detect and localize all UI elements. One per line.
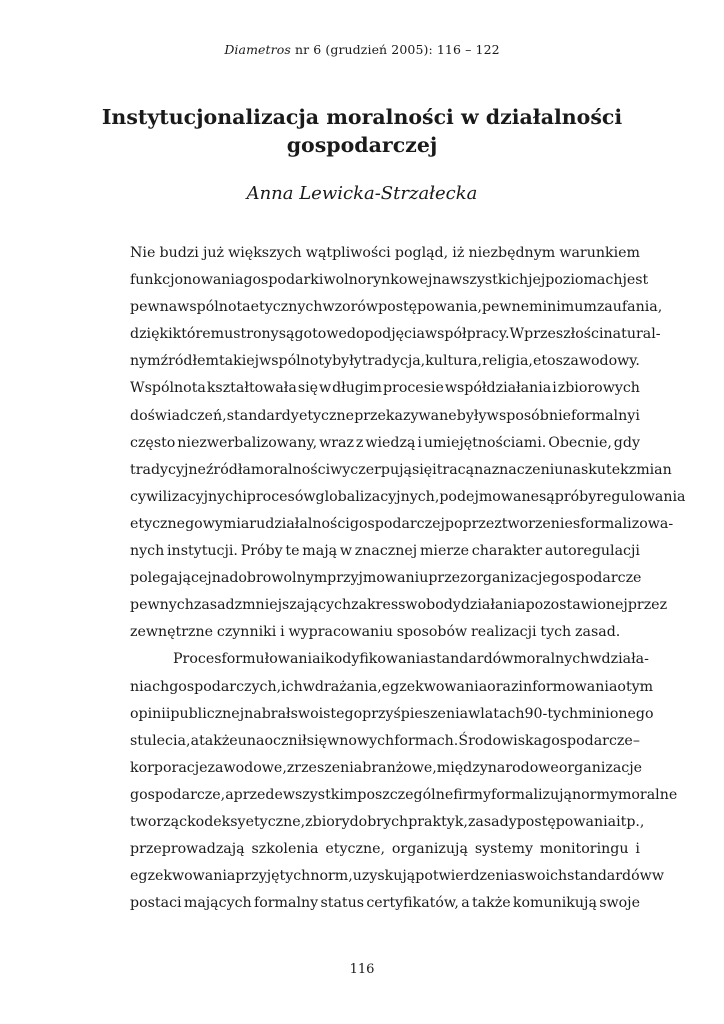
text-line: polegającej na dobrowolnym przyjmowaniu przez organizacje gospodarcze — [130, 570, 642, 587]
text-line: tworząc kodeksy etyczne, zbiory dobrych praktyk, zasady postępowania itp., — [130, 813, 645, 830]
text-line: często niezwerbalizowany, wraz z wiedzą i umiejętnościami. Obecnie, gdy — [130, 434, 640, 451]
article-author: Anna Lewicka-Strzałecka — [246, 183, 478, 204]
text-line: zewnętrzne czynniki i wypracowaniu sposobów realizacji tych zasad. — [130, 624, 621, 641]
journal-name: Diametros — [224, 42, 291, 57]
page-number: 116 — [349, 962, 375, 977]
text-line: Proces formułowania i kodyfikowania standardów moralnych w działa- — [173, 651, 649, 668]
text-line: egzekwowania przyjętych norm, uzyskują potwierdzenia swoich standardów w — [130, 868, 664, 885]
paragraph — [130, 646, 678, 917]
article-body — [130, 240, 686, 917]
text-line: pewnych zasad zmniejszających zakres swobody działania pozostawionej przez — [130, 597, 668, 614]
article-title: Instytucjonalizacja moralności w działalności gospodarczej — [101, 105, 623, 157]
text-line: dzięki któremu strony są gotowe do podjęcia współpracy. W przeszłości natural- — [130, 326, 661, 343]
text-line: cywilizacyjnych i procesów globalizacyjnych, podejmowane są próby regulowania — [130, 488, 686, 505]
text-line: przeprowadzają szkolenia etyczne, organizują systemy monitoringu i — [130, 841, 640, 858]
text-line: funkcjonowania gospodarki wolnorynkowej na wszystkich jej poziomach jest — [130, 272, 649, 289]
text-line: nym źródłem takiej wspólnoty były tradycja, kultura, religia, etos zawodowy. — [130, 353, 640, 370]
text-line: niach gospodarczych, ich wdrażania, egzekwowania oraz informowania o tym — [130, 678, 654, 695]
text-line: doświadczeń, standardy etyczne przekazywane były w sposób nieformalny i — [130, 407, 640, 424]
text-line: nych instytucji. Próby te mają w znacznej mierze charakter autoregulacji — [130, 543, 640, 560]
text-line: postaci mających formalny status certyfikatów, a także komunikują swoje — [130, 895, 640, 912]
text-line: gospodarcze, a przede wszystkim poszczególne firmy formalizują normy moralne — [130, 786, 678, 803]
text-line: tradycyjne źródła moralności wyczerpują się i tracą na znaczeniu na skutek zmian — [130, 461, 672, 478]
paragraph — [130, 240, 686, 646]
running-header — [0, 42, 724, 57]
text-line: pewna wspólnota etycznych wzorów postępowania, pewne minimum zaufania, — [130, 299, 663, 316]
issue-info: nr 6 (grudzień 2005): 116 – 122 — [290, 42, 500, 57]
text-line: opinii publicznej nabrał swoistego przyśpieszenia w latach 90-tych minionego — [130, 705, 654, 722]
text-line: Wspólnota kształtowała się w długim procesie współdziałania i zbiorowych — [130, 380, 640, 397]
text-line: stulecia, a także unaocznił się w nowych formach. Środowiska gospodarcze – — [130, 732, 640, 749]
text-line: Nie budzi już większych wątpliwości pogląd, iż niezbędnym warunkiem — [130, 245, 640, 261]
text-line: korporacje zawodowe, zrzeszenia branżowe, międzynarodowe organizacje — [130, 759, 643, 776]
text-line: etycznego wymiaru działalności gospodarczej poprzez tworzenie sformalizowa- — [130, 515, 674, 532]
